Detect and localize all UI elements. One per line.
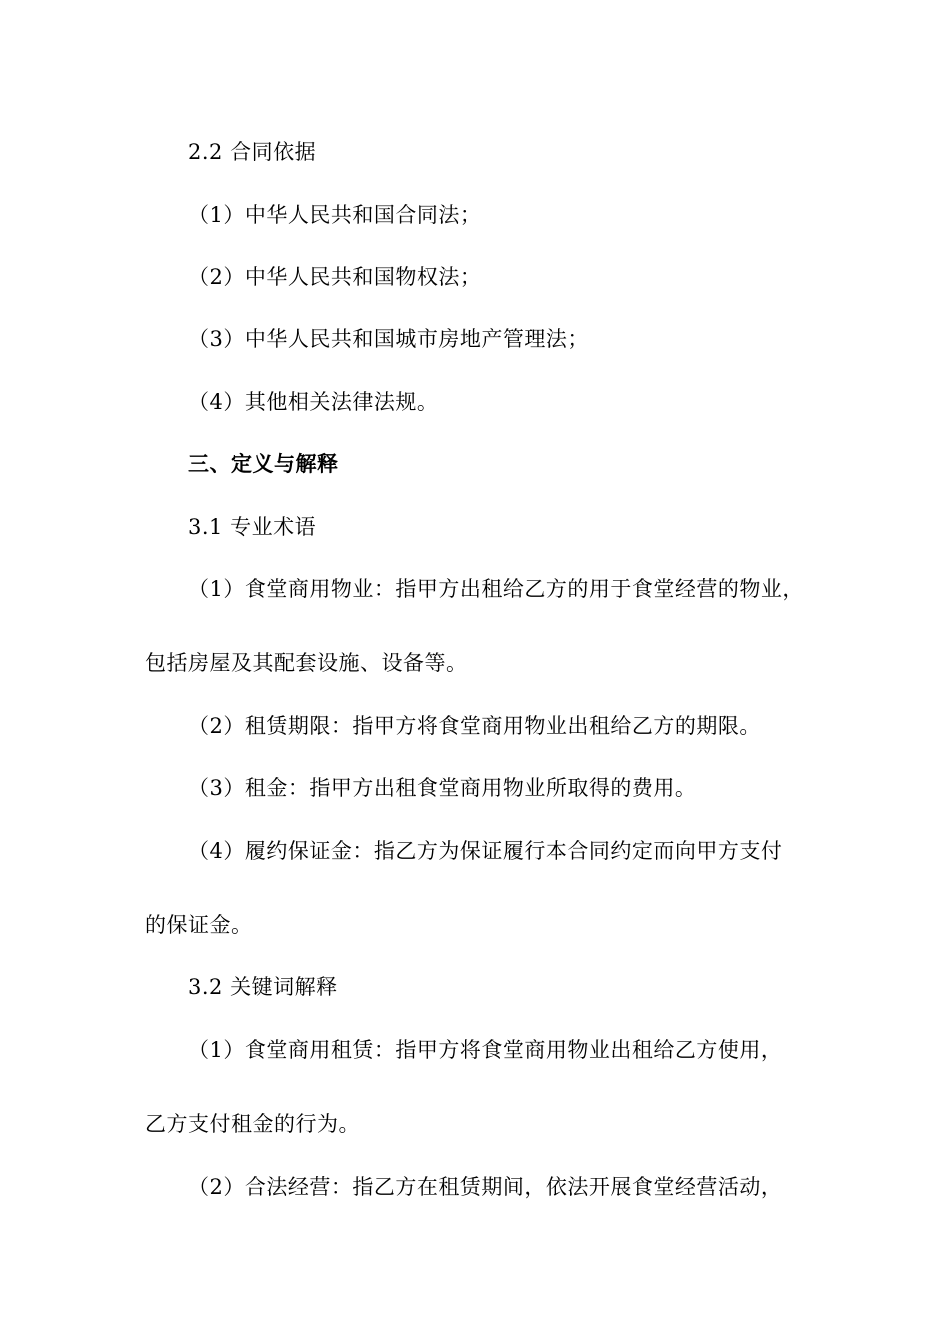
paragraph-line: （2）合法经营：指乙方在租赁期间，依法开展食堂经营活动， xyxy=(188,1175,783,1199)
list-item-property-law: （2）中华人民共和国物权法； xyxy=(188,265,482,289)
section-heading-3-1: 3.1 专业术语 xyxy=(188,515,317,539)
paragraph-line: （1）食堂商用租赁：指甲方将食堂商用物业出租给乙方使用， xyxy=(188,1038,783,1062)
paragraph-line: （4）履约保证金：指乙方为保证履行本合同约定而向甲方支付 xyxy=(188,839,783,863)
section-heading-2-2: 2.2 合同依据 xyxy=(188,140,317,164)
paragraph-line: （1）食堂商用物业：指甲方出租给乙方的用于食堂经营的物业， xyxy=(188,577,804,601)
list-item-contract-law: （1）中华人民共和国合同法； xyxy=(188,203,482,227)
section-heading-3-2: 3.2 关键词解释 xyxy=(188,975,338,999)
chapter-heading-definitions: 三、定义与解释 xyxy=(188,451,339,476)
paragraph-line: 乙方支付租金的行为。 xyxy=(145,1112,360,1136)
list-item-other-laws: （4）其他相关法律法规。 xyxy=(188,390,439,414)
paragraph-line: （3）租金：指甲方出租食堂商用物业所取得的费用。 xyxy=(188,776,697,800)
paragraph-line: （2）租赁期限：指甲方将食堂商用物业出租给乙方的期限。 xyxy=(188,714,761,738)
list-item-real-estate-law: （3）中华人民共和国城市房地产管理法； xyxy=(188,327,589,351)
paragraph-line: 包括房屋及其配套设施、设备等。 xyxy=(145,651,468,675)
paragraph-line: 的保证金。 xyxy=(145,913,253,937)
